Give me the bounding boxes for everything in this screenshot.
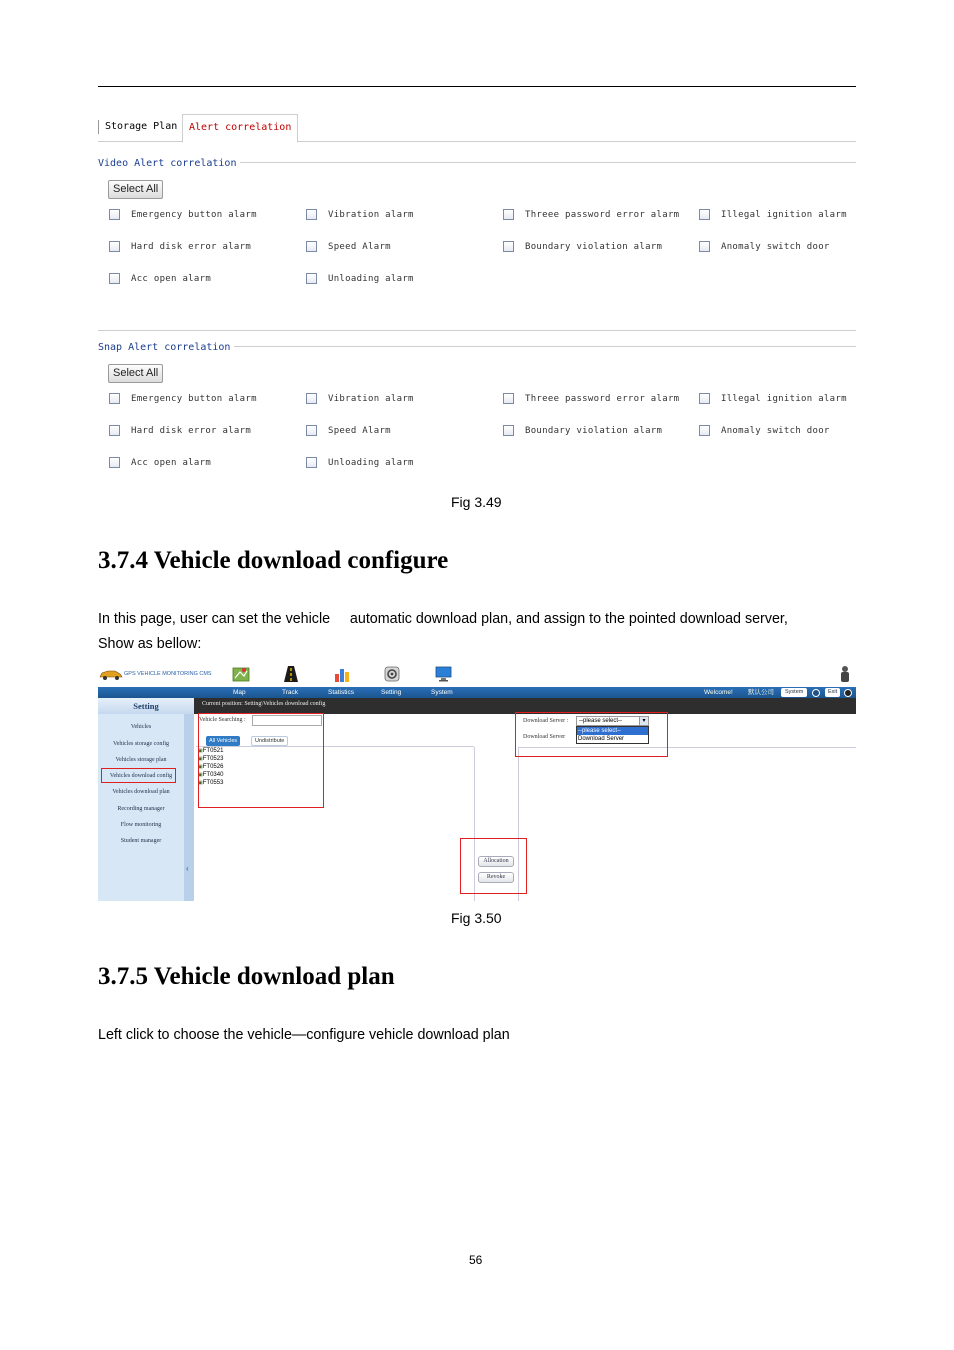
video-alarm-label: Illegal ignition alarm (721, 210, 847, 220)
snap-alarm-label: Vibration alarm (328, 394, 414, 404)
vehicle-icon: ▣ (198, 756, 203, 762)
tab-storage-plan[interactable]: Storage Plan (98, 120, 183, 134)
allocation-button[interactable]: Allocation (478, 856, 514, 867)
collapse-arrow-icon[interactable]: ‹ (186, 864, 189, 873)
system-button[interactable] (781, 688, 807, 697)
statistics-icon[interactable] (334, 666, 350, 682)
vehicle-icon: ▣ (198, 772, 203, 778)
video-alarm-checkbox[interactable] (503, 209, 514, 220)
revoke-button[interactable]: Revoke (478, 872, 514, 883)
video-alarm-checkbox[interactable] (306, 209, 317, 220)
subheader-bar (98, 698, 856, 714)
video-alarm-label: Unloading alarm (328, 274, 414, 284)
current-position: Current position: Setting\Vehicles download config (202, 701, 326, 707)
highlight-download-server (515, 712, 668, 757)
video-alert-title: Video Alert correlation (98, 158, 240, 169)
sidebar-item-storage-plan[interactable]: Vehicles storage plan (115, 757, 167, 763)
page-number: 56 (469, 1253, 483, 1267)
vehicle-icon: ▣ (198, 764, 203, 770)
highlight-action-buttons (460, 838, 527, 894)
snap-fieldset-rule (222, 346, 856, 347)
snap-alarm-label: Anomaly switch door (721, 426, 830, 436)
section-375-heading: 3.7.5 Vehicle download plan (98, 963, 395, 990)
snap-alarm-checkbox[interactable] (109, 393, 120, 404)
snap-alarm-checkbox[interactable] (109, 457, 120, 468)
sidebar-item-download-plan[interactable]: Vehicles download plan (112, 789, 170, 795)
dropdown-arrow-icon[interactable]: ▾ (639, 717, 648, 725)
nav-system[interactable]: System (431, 689, 453, 696)
nav-statistics[interactable]: Statistics (328, 689, 355, 696)
snap-alarm-checkbox[interactable] (699, 393, 710, 404)
user-figure-icon (839, 665, 851, 683)
snap-alarm-checkbox[interactable] (699, 425, 710, 436)
snap-alarm-label: Illegal ignition alarm (721, 394, 847, 404)
snap-alarm-checkbox[interactable] (109, 425, 120, 436)
section-374-paragraph: In this page, user can set the vehicle automatic download plan, and assign to the pointed download server, (98, 611, 788, 627)
snap-alarm-checkbox[interactable] (503, 393, 514, 404)
track-icon[interactable] (283, 665, 299, 683)
video-alarm-checkbox[interactable] (306, 273, 317, 284)
exit-button-label: Exit (828, 689, 838, 695)
option-download-server[interactable]: Download Server (578, 736, 625, 742)
car-logo-icon (98, 668, 123, 680)
vehicle-id: FT0526 (202, 764, 224, 770)
tab-all-vehicles-label: All Vehicles (209, 738, 238, 744)
snap-alarm-checkbox[interactable] (306, 457, 317, 468)
snap-select-all-button[interactable]: Select All (108, 364, 163, 383)
video-alarm-label: Emergency button alarm (131, 210, 257, 220)
vehicle-icon: ▣ (198, 780, 203, 786)
video-alarm-label: Hard disk error alarm (131, 242, 252, 252)
highlight-vehicle-area (198, 713, 324, 808)
video-alarm-label: Speed Alarm (328, 242, 391, 252)
snap-alarm-label: Hard disk error alarm (131, 426, 252, 436)
download-server-label-2: Download Server (523, 734, 566, 740)
user-name: 默认公司 (748, 689, 774, 696)
sidebar-item-vehicles[interactable]: Vehicles (130, 724, 152, 730)
welcome-label: Welcome! (704, 689, 733, 696)
tab-undistribute-label: Undistribute (255, 738, 285, 744)
system-info-icon[interactable] (812, 689, 820, 697)
video-alarm-checkbox[interactable] (699, 241, 710, 252)
download-server-label: Download Server : (523, 718, 569, 724)
header-rule (98, 86, 856, 87)
snap-alarm-checkbox[interactable] (306, 393, 317, 404)
video-select-all-button[interactable]: Select All (108, 180, 163, 199)
nav-setting[interactable]: Setting (381, 689, 402, 696)
video-alarm-checkbox[interactable] (306, 241, 317, 252)
video-alarm-label: Anomaly switch door (721, 242, 830, 252)
video-alarm-checkbox[interactable] (699, 209, 710, 220)
nav-track[interactable]: Track (282, 689, 299, 696)
video-alarm-checkbox[interactable] (503, 241, 514, 252)
video-alarm-label: Threee password error alarm (525, 210, 680, 220)
sidebar-item-flow-monitoring[interactable]: Flow monitoring (120, 822, 162, 828)
snap-alarm-label: Boundary violation alarm (525, 426, 663, 436)
download-server-selected: --please select-- (579, 718, 623, 724)
vehicle-id: FT0521 (202, 748, 224, 754)
setting-icon[interactable] (384, 666, 400, 682)
vehicle-id: FT0340 (202, 772, 224, 778)
section-divider (98, 330, 856, 331)
fig-350-caption: Fig 3.50 (451, 910, 502, 926)
welcome-text (704, 687, 733, 698)
vehicle-id: FT0523 (202, 756, 224, 762)
system-button-label: System (785, 689, 804, 695)
video-fieldset-rule (228, 162, 856, 163)
video-alarm-checkbox[interactable] (109, 241, 120, 252)
tab-bar (98, 114, 856, 142)
snap-alarm-label: Acc open alarm (131, 458, 212, 468)
section-374-heading: 3.7.4 Vehicle download configure (98, 547, 449, 574)
exit-button[interactable] (825, 688, 840, 697)
sidebar-item-storage-config[interactable]: Vehicles storage config (113, 741, 169, 747)
snap-alert-title: Snap Alert correlation (98, 342, 234, 353)
video-alarm-checkbox[interactable] (109, 209, 120, 220)
option-please-select[interactable]: --please select-- (577, 727, 648, 735)
vehicle-id: FT0553 (202, 780, 224, 786)
exit-close-icon[interactable] (844, 689, 852, 697)
sidebar-heading: Setting (98, 698, 194, 714)
video-alarm-label: Boundary violation alarm (525, 242, 663, 252)
vehicle-searching-label: Vehicle Searching : (199, 717, 246, 723)
sidebar-item-student-manager[interactable]: Student manager (120, 838, 162, 844)
sidebar-item-recording-manager[interactable]: Recording manager (117, 806, 165, 812)
sidebar-collapse-strip[interactable] (184, 714, 194, 901)
app-header (98, 663, 856, 687)
section-374-paragraph-2: Show as bellow: (98, 636, 202, 652)
highlight-download-config (101, 768, 176, 783)
tab-alert-correlation[interactable]: Alert correlation (182, 114, 298, 143)
fig-349-caption: Fig 3.49 (451, 494, 502, 510)
main-nav (98, 687, 856, 698)
snap-alarm-label: Speed Alarm (328, 426, 391, 436)
sidebar-item-download-config[interactable]: Vehicles download config (109, 773, 173, 779)
snap-alarm-checkbox[interactable] (503, 425, 514, 436)
nav-map[interactable]: Map (233, 689, 246, 696)
snap-alarm-label: Emergency button alarm (131, 394, 257, 404)
map-icon[interactable] (232, 666, 250, 683)
video-alarm-checkbox[interactable] (109, 273, 120, 284)
video-alarm-label: Vibration alarm (328, 210, 414, 220)
vehicle-icon: ▣ (198, 748, 203, 754)
snap-alarm-label: Unloading alarm (328, 458, 414, 468)
snap-alarm-label: Threee password error alarm (525, 394, 680, 404)
system-icon[interactable] (435, 666, 452, 682)
app-title: GPS VEHICLE MONITORING CMS (124, 671, 212, 677)
video-alarm-label: Acc open alarm (131, 274, 212, 284)
snap-alarm-checkbox[interactable] (306, 425, 317, 436)
section-375-paragraph: Left click to choose the vehicle—configure vehicle download plan (98, 1027, 510, 1043)
fig-350-screenshot (98, 663, 856, 901)
sidebar (98, 714, 194, 901)
